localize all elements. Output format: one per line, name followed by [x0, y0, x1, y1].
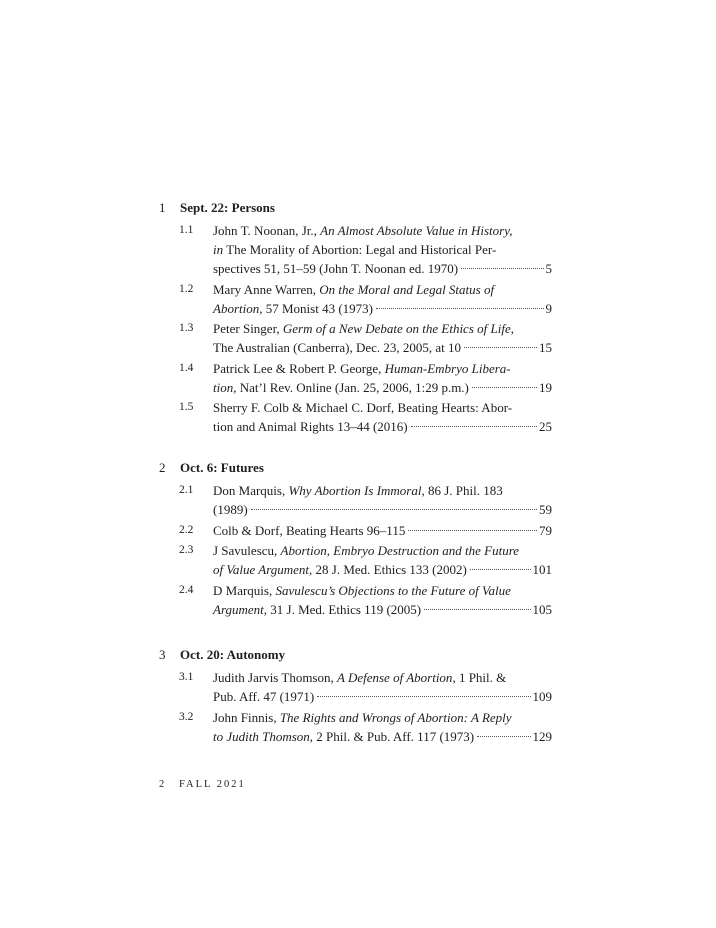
entry-page-number: 59: [539, 502, 552, 517]
dot-leader: [376, 307, 544, 309]
footer-term: FALL 2021: [179, 779, 246, 790]
entry-page-number: 105: [532, 601, 552, 617]
section-number: 1: [159, 200, 166, 215]
entry-line: D Marquis, Savulescu’s Objections to the Future of Value: [213, 582, 511, 598]
entry-page-number: 129: [532, 728, 552, 744]
section-heading: [0, 645, 716, 665]
entry-line: [213, 600, 552, 619]
entry-text: of Value Argument, 28 J. Med. Ethics 133 (2002): [213, 562, 467, 577]
dot-leader: [424, 608, 530, 610]
entry-line: [213, 500, 552, 519]
entry-line: [213, 417, 552, 436]
section-number: 2: [159, 460, 166, 475]
entry-number: 1.1: [179, 224, 194, 236]
dot-leader: [470, 568, 531, 570]
entry-number: 1.4: [179, 361, 194, 374]
entry-page-number: 19: [539, 379, 552, 395]
footer-page-number: 2: [159, 779, 165, 790]
entry-line: [213, 378, 552, 397]
entry-line: Sherry F. Colb & Michael C. Dorf, Beating Hearts: Abor-: [213, 400, 513, 415]
entry-text: tion, Nat’l Rev. Online (Jan. 25, 2006, 1:29 p.m.): [213, 379, 469, 395]
dot-leader: [411, 425, 537, 427]
section-heading: [0, 198, 716, 218]
section-heading: [0, 458, 716, 478]
entry-line: John Finnis, The Rights and Wrongs of Abortion: A Reply: [213, 709, 512, 725]
entry-line: in The Morality of Abortion: Legal and Historical Per-: [213, 242, 497, 257]
section-title: Sept. 22: Persons: [180, 200, 275, 215]
entry-number: 3.1: [179, 671, 194, 683]
entry-text: to Judith Thomson, 2 Phil. & Pub. Aff. 117 (1973): [213, 728, 475, 744]
dot-leader: [408, 529, 537, 531]
entry-line: Patrick Lee & Robert P. George, Human-Embryo Libera-: [213, 360, 511, 376]
entry-line: [213, 259, 552, 278]
entry-page-number: 9: [545, 300, 552, 316]
entry-text: spectives 51, 51–59 (John T. Noonan ed. 1970): [213, 261, 459, 276]
entry-page-number: 109: [532, 689, 552, 704]
entry-number: 3.2: [179, 710, 194, 723]
entry-line: [213, 560, 552, 579]
entry-number: 1.2: [179, 282, 194, 295]
entry-page-number: 79: [539, 522, 552, 538]
entry-number: 2.2: [179, 523, 194, 536]
entry-number: 2.1: [179, 484, 194, 496]
section-title: Oct. 6: Futures: [180, 460, 264, 475]
section-number: 3: [159, 647, 166, 662]
entry-line: [213, 338, 552, 357]
dot-leader: [251, 508, 537, 510]
entry-line: [213, 687, 552, 706]
entry-line: Peter Singer, Germ of a New Debate on the Ethics of Life,: [213, 321, 514, 336]
entry-text: tion and Animal Rights 13–44 (2016): [213, 419, 408, 434]
entry-text: Colb & Dorf, Beating Hearts 96–115: [213, 522, 406, 538]
entry-line: Mary Anne Warren, On the Moral and Legal Status of: [213, 281, 495, 297]
entry-line: J Savulescu, Abortion, Embryo Destruction and the Future: [213, 543, 520, 558]
entry-line: Judith Jarvis Thomson, A Defense of Abortion, 1 Phil. &: [213, 670, 507, 685]
entry-number: 2.4: [179, 583, 194, 596]
section-title: Oct. 20: Autonomy: [180, 647, 286, 662]
entry-line: [213, 727, 552, 746]
entry-text: Argument, 31 J. Med. Ethics 119 (2005): [213, 601, 422, 617]
dot-leader: [464, 346, 537, 348]
entry-text: Abortion, 57 Monist 43 (1973): [213, 300, 373, 316]
dot-leader: [477, 735, 530, 737]
entry-number: 1.5: [179, 401, 194, 413]
entry-text: (1989): [213, 502, 248, 517]
entry-text: Pub. Aff. 47 (1971): [213, 689, 315, 704]
entry-page-number: 25: [539, 419, 552, 434]
entry-page-number: 101: [532, 562, 552, 577]
entry-line: John T. Noonan, Jr., An Almost Absolute Value in History,: [213, 223, 513, 238]
dot-leader: [317, 695, 530, 697]
entry-page-number: 5: [545, 261, 552, 276]
entry-line: Don Marquis, Why Abortion Is Immoral, 86 J. Phil. 183: [213, 483, 503, 498]
dot-leader: [461, 267, 543, 269]
entry-text: The Australian (Canberra), Dec. 23, 2005, at 10: [213, 340, 462, 355]
dot-leader: [472, 386, 537, 388]
entry-line: [213, 521, 552, 540]
entry-page-number: 15: [539, 340, 552, 355]
entry-line: [213, 299, 552, 318]
entry-number: 2.3: [179, 544, 194, 556]
entry-number: 1.3: [179, 322, 194, 334]
